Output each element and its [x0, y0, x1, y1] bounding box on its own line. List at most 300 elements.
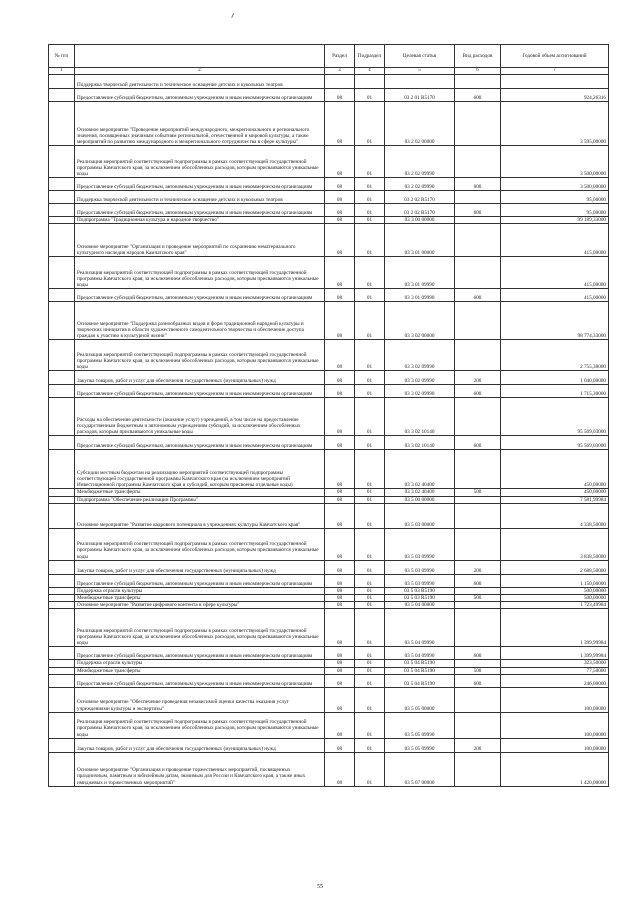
row-subsection-cell: 01 [355, 178, 385, 191]
row-description-cell: Основное мероприятие "Организация и проведение мероприятий по сохранению нематериального культурного наследия народов Камчатского края" [75, 224, 325, 257]
row-number-cell [49, 204, 75, 217]
row-expense-type-cell [455, 217, 501, 224]
row-amount-cell: 1 399,99984 [501, 647, 609, 660]
row-expense-type-cell: 600 [455, 178, 501, 191]
row-section-cell [325, 75, 355, 89]
col-index: 2 [75, 68, 325, 75]
row-subsection-cell: 01 [355, 609, 385, 647]
row-section-cell: 08 [325, 752, 355, 786]
row-amount-cell: 1 723,49984 [501, 602, 609, 609]
row-amount-cell: 1 715,30000 [501, 385, 609, 398]
row-expense-type-cell: 500 [455, 667, 501, 674]
row-number-cell [49, 489, 75, 496]
row-amount-cell: 3 838,50000 [501, 528, 609, 560]
row-description-cell: Подпрограмма "Обеспечение реализации Программы" [75, 496, 325, 503]
row-expense-type-cell [455, 302, 501, 340]
row-expense-type-cell [455, 398, 501, 436]
row-expense-type-cell: 200 [455, 560, 501, 574]
row-subsection-cell: 01 [355, 738, 385, 752]
row-number-cell [49, 574, 75, 587]
row-target-article-cell: 03 5 05 09990 [385, 712, 455, 738]
row-number-cell [49, 712, 75, 738]
row-description-cell: Закупка товаров, работ и услуг для обеспечения государственных (муниципальных) нужд [75, 738, 325, 752]
row-target-article-cell: 03 5 03 09990 [385, 560, 455, 574]
row-amount-cell: 95 569,03000 [501, 436, 609, 450]
row-section-cell: 08 [325, 89, 355, 102]
row-amount-cell: 2 688,50000 [501, 560, 609, 574]
row-description-cell: Межбюджетные трансферты [75, 595, 325, 602]
row-amount-cell: 323,50000 [501, 660, 609, 667]
row-subsection-cell: 01 [355, 687, 385, 712]
table-row [49, 340, 609, 371]
row-section-cell: 08 [325, 489, 355, 496]
row-target-article-cell: 03 3 01 09990 [385, 257, 455, 289]
budget-table-page [48, 44, 608, 787]
table-row [49, 595, 609, 602]
row-target-article-cell: 03 3 01 00000 [385, 224, 455, 257]
row-target-article-cell: 03 3 02 09990 [385, 340, 455, 371]
row-subsection-cell: 01 [355, 674, 385, 687]
row-subsection-cell [355, 75, 385, 89]
row-section-cell: 08 [325, 217, 355, 224]
row-amount-cell: 415,00000 [501, 224, 609, 257]
row-target-article-cell: 03 3 02 40400 [385, 489, 455, 496]
row-number-cell [49, 595, 75, 602]
page-number: 55 [317, 884, 323, 890]
row-number-cell [49, 257, 75, 289]
row-section-cell: 08 [325, 191, 355, 204]
row-subsection-cell: 01 [355, 224, 385, 257]
row-target-article-cell: 03 5 03 R5190 [385, 587, 455, 594]
row-target-article-cell: 03 5 04 00000 [385, 602, 455, 609]
col-index: 4 [355, 68, 385, 75]
row-number-cell [49, 102, 75, 146]
row-expense-type-cell [455, 660, 501, 667]
row-expense-type-cell: 600 [455, 574, 501, 587]
row-target-article-cell: 03 5 05 00000 [385, 687, 455, 712]
table-row [49, 503, 609, 528]
row-target-article-cell: 03 5 03 R5190 [385, 595, 455, 602]
row-amount-cell: 415,00000 [501, 289, 609, 302]
row-section-cell: 08 [325, 602, 355, 609]
row-subsection-cell: 01 [355, 503, 385, 528]
row-section-cell: 08 [325, 674, 355, 687]
row-expense-type-cell: 600 [455, 289, 501, 302]
row-target-article-cell: 03 2 02 09990 [385, 178, 455, 191]
table-row [49, 674, 609, 687]
row-section-cell: 08 [325, 204, 355, 217]
row-number-cell [49, 687, 75, 712]
row-target-article-cell: 03 5 03 09990 [385, 574, 455, 587]
row-expense-type-cell [455, 146, 501, 178]
row-subsection-cell: 01 [355, 560, 385, 574]
row-number-cell [49, 450, 75, 489]
row-amount-cell: 246,00000 [501, 674, 609, 687]
row-expense-type-cell [455, 496, 501, 503]
scan-mark [231, 13, 239, 20]
table-row [49, 752, 609, 786]
col-description-header [75, 45, 325, 68]
row-amount-cell: 100,00000 [501, 712, 609, 738]
row-section-cell: 08 [325, 503, 355, 528]
table-row [49, 450, 609, 489]
row-expense-type-cell [455, 224, 501, 257]
row-number-cell [49, 752, 75, 786]
row-expense-type-cell: 200 [455, 738, 501, 752]
row-amount-cell: 2 755,30000 [501, 340, 609, 371]
row-description-cell: Расходы на обеспечение деятельности (оказание услуг) учреждений, в том числе на предоставление государственным бюджетным и автономным учреждениям субсидий, за исключением обособленных расходов, которым присваиваются уникальные коды [75, 398, 325, 436]
table-row [49, 687, 609, 712]
row-section-cell: 08 [325, 450, 355, 489]
row-subsection-cell: 01 [355, 146, 385, 178]
column-number-row [49, 68, 609, 75]
row-subsection-cell: 01 [355, 752, 385, 786]
row-description-cell: Предоставление субсидий бюджетным, автономным учреждениям и иным некоммерческим организациям [75, 647, 325, 660]
table-row [49, 385, 609, 398]
table-row [49, 660, 609, 667]
row-subsection-cell: 01 [355, 289, 385, 302]
row-amount-cell: 450,00000 [501, 450, 609, 489]
row-expense-type-cell [455, 752, 501, 786]
row-expense-type-cell [455, 602, 501, 609]
row-target-article-cell: 03 3 02 40400 [385, 450, 455, 489]
row-description-cell: Реализация мероприятий соответствующей подпрограммы в рамках соответствующей государственной программы Камчатского края, за исключением обособленных расходов, которым присваиваются уникальные коды [75, 340, 325, 371]
table-row [49, 609, 609, 647]
row-subsection-cell: 01 [355, 89, 385, 102]
row-description-cell: Предоставление субсидий бюджетным, автономным учреждениям и иным некоммерческим организациям [75, 385, 325, 398]
row-expense-type-cell [455, 609, 501, 647]
row-subsection-cell: 01 [355, 712, 385, 738]
row-amount-cell: 7 581,99984 [501, 496, 609, 503]
row-subsection-cell: 01 [355, 496, 385, 503]
row-amount-cell: 500,00000 [501, 587, 609, 594]
row-description-cell: Основное мероприятие "Развитие кадрового потенциала в учреждениях культуры Камчатского края" [75, 503, 325, 528]
row-section-cell: 08 [325, 102, 355, 146]
row-target-article-cell: 03 3 02 10140 [385, 436, 455, 450]
row-target-article-cell: 03 5 07 00000 [385, 752, 455, 786]
row-number-cell [49, 398, 75, 436]
row-number-cell [49, 385, 75, 398]
row-section-cell: 08 [325, 178, 355, 191]
row-expense-type-cell: 200 [455, 371, 501, 385]
row-amount-cell: 415,00000 [501, 257, 609, 289]
row-target-article-cell: 03 5 04 R5190 [385, 674, 455, 687]
row-number-cell [49, 587, 75, 594]
col-expense-type-header: Вид расходов [455, 45, 501, 68]
row-number-cell [49, 75, 75, 89]
col-index: 7 [501, 68, 609, 75]
row-amount-cell: 450,00000 [501, 489, 609, 496]
row-number-cell [49, 647, 75, 660]
row-amount-cell: 500,00000 [501, 595, 609, 602]
row-description-cell: Предоставление субсидий бюджетным, автономным учреждениям и иным некоммерческим организациям [75, 289, 325, 302]
table-row [49, 647, 609, 660]
table-row [49, 224, 609, 257]
row-number-cell [49, 660, 75, 667]
row-section-cell: 08 [325, 528, 355, 560]
row-subsection-cell: 01 [355, 102, 385, 146]
row-number-cell [49, 340, 75, 371]
row-amount-cell [501, 75, 609, 89]
row-description-cell: Поддержка отрасли культуры [75, 660, 325, 667]
row-number-cell [49, 602, 75, 609]
row-amount-cell: 3 595,00000 [501, 102, 609, 146]
row-description-cell: Поддержка творческой деятельности и техническое оснащение детских и кукольных театров [75, 75, 325, 89]
row-expense-type-cell [455, 340, 501, 371]
table-row [49, 289, 609, 302]
row-expense-type-cell: 600 [455, 647, 501, 660]
row-amount-cell: 1 040,00000 [501, 371, 609, 385]
row-section-cell: 08 [325, 496, 355, 503]
row-expense-type-cell [455, 528, 501, 560]
row-section-cell: 08 [325, 647, 355, 660]
col-index: 5 [385, 68, 455, 75]
row-target-article-cell: 03 5 00 00000 [385, 496, 455, 503]
row-amount-cell: 95,00000 [501, 191, 609, 204]
table-row [49, 489, 609, 496]
table-row [49, 602, 609, 609]
row-target-article-cell: 03 3 02 00000 [385, 302, 455, 340]
row-number-cell [49, 496, 75, 503]
row-target-article-cell: 03 2 02 09990 [385, 146, 455, 178]
table-row [49, 217, 609, 224]
row-target-article-cell: 03 2 01 R5170 [385, 89, 455, 102]
row-target-article-cell: 03 5 04 09990 [385, 647, 455, 660]
row-amount-cell: 95 569,03000 [501, 398, 609, 436]
row-amount-cell: 1 399,99984 [501, 609, 609, 647]
table-row [49, 102, 609, 146]
row-amount-cell: 1 150,00000 [501, 574, 609, 587]
row-section-cell: 08 [325, 398, 355, 436]
row-amount-cell: 1 420,00000 [501, 752, 609, 786]
row-number-cell [49, 146, 75, 178]
row-amount-cell: 95,00000 [501, 204, 609, 217]
row-subsection-cell: 01 [355, 204, 385, 217]
row-number-cell [49, 503, 75, 528]
row-description-cell: Реализация мероприятий соответствующей подпрограммы в рамках соответствующей государственной программы Камчатского края, за исключением обособленных расходов, которым присваиваются уникальные коды [75, 609, 325, 647]
row-description-cell: Поддержка отрасли культуры [75, 587, 325, 594]
table-row [49, 371, 609, 385]
row-description-cell: Закупка товаров, работ и услуг для обеспечения государственных (муниципальных) нужд [75, 560, 325, 574]
row-section-cell: 08 [325, 609, 355, 647]
row-description-cell: Субсидии местным бюджетам на реализацию мероприятий соответствующей подпрограммы соответствующей государственной программы Камчатского края (за исключением мероприятий Инвестиционной программы Камчатского края и субсидий, которым присвоены отдельные коды) [75, 450, 325, 489]
col-annual-amount-header: Годовой объем ассигнований [501, 45, 609, 68]
row-target-article-cell: 03 5 05 09990 [385, 738, 455, 752]
row-expense-type-cell: 600 [455, 436, 501, 450]
row-description-cell: Предоставление субсидий бюджетным, автономным учреждениям и иным некоммерческим организациям [75, 89, 325, 102]
col-index: 3 [325, 68, 355, 75]
row-description-cell: Основное мероприятие "Организация и проведение торжественных мероприятий, посвященных праздничным, памятным и юбилейным датам, значимым для России и Камчатского края, а также иных имиджевых и торжественных мероприятий" [75, 752, 325, 786]
row-description-cell: Поддержка творческой деятельности и техническое оснащение детских и кукольных театров [75, 191, 325, 204]
row-section-cell: 08 [325, 289, 355, 302]
row-subsection-cell: 01 [355, 436, 385, 450]
row-description-cell: Подпрограмма "Традиционная культура и народное творчество" [75, 217, 325, 224]
row-expense-type-cell: 600 [455, 204, 501, 217]
col-section-header: Раздел [325, 45, 355, 68]
row-description-cell: Межбюджетные трансферты [75, 489, 325, 496]
table-row [49, 587, 609, 594]
row-subsection-cell: 01 [355, 257, 385, 289]
row-description-cell: Основное мероприятие "Развитие цифрового контента в сфере культуры" [75, 602, 325, 609]
row-number-cell [49, 528, 75, 560]
row-subsection-cell: 01 [355, 574, 385, 587]
row-section-cell: 08 [325, 146, 355, 178]
row-subsection-cell: 01 [355, 450, 385, 489]
table-row [49, 89, 609, 102]
row-expense-type-cell: 500 [455, 595, 501, 602]
row-amount-cell: 98 774,33000 [501, 302, 609, 340]
row-expense-type-cell: 600 [455, 385, 501, 398]
row-number-cell [49, 217, 75, 224]
row-number-cell [49, 224, 75, 257]
row-number-cell [49, 371, 75, 385]
row-number-cell [49, 289, 75, 302]
row-amount-cell: 100,00000 [501, 687, 609, 712]
row-description-cell: Предоставление субсидий бюджетным, автономным учреждениям и иным некоммерческим организациям [75, 204, 325, 217]
row-description-cell: Предоставление субсидий бюджетным, автономным учреждениям и иным некоммерческим организациям [75, 178, 325, 191]
row-subsection-cell: 01 [355, 302, 385, 340]
row-target-article-cell: 03 3 02 09990 [385, 371, 455, 385]
table-row [49, 398, 609, 436]
table-row [49, 667, 609, 674]
row-section-cell: 08 [325, 574, 355, 587]
col-target-article-header: Целевая статья [385, 45, 455, 68]
table-row [49, 178, 609, 191]
row-expense-type-cell [455, 257, 501, 289]
row-section-cell: 08 [325, 385, 355, 398]
table-row [49, 738, 609, 752]
row-subsection-cell: 01 [355, 528, 385, 560]
row-expense-type-cell [455, 587, 501, 594]
row-number-cell [49, 191, 75, 204]
row-section-cell: 08 [325, 687, 355, 712]
row-description-cell: Основное мероприятие "Проведение мероприятий международного, межрегионального и регионального значения, посвященных значимым событиям региональной, отечественной и мировой культуры, а также мероприятий по развитию международного и межрегионального сотрудничества в сфере культуры" [75, 102, 325, 146]
row-target-article-cell: 03 3 02 10140 [385, 398, 455, 436]
budget-table [48, 44, 609, 787]
row-subsection-cell: 01 [355, 385, 385, 398]
row-section-cell: 08 [325, 660, 355, 667]
row-description-cell: Реализация мероприятий соответствующей подпрограммы в рамках соответствующей государственной программы Камчатского края, за исключением обособленных расходов, которым присваиваются уникальные коды [75, 257, 325, 289]
row-target-article-cell: 03 5 03 00000 [385, 503, 455, 528]
row-section-cell: 08 [325, 738, 355, 752]
row-target-article-cell: 03 5 03 09990 [385, 528, 455, 560]
row-expense-type-cell [455, 687, 501, 712]
row-target-article-cell: 03 2 02 R5170 [385, 191, 455, 204]
table-row [49, 712, 609, 738]
col-index: 1 [49, 68, 75, 75]
row-description-cell: Основное мероприятие "Поддержка разнообразных видов и форм традиционной народной культуры и творческих инициатив в области художественного самодеятельного творчества и обеспечение доступа граждан к участию в культурной жизни" [75, 302, 325, 340]
row-description-cell: Закупка товаров, работ и услуг для обеспечения государственных (муниципальных) нужд [75, 371, 325, 385]
row-section-cell: 08 [325, 436, 355, 450]
row-number-cell [49, 89, 75, 102]
row-subsection-cell: 01 [355, 595, 385, 602]
row-subsection-cell: 01 [355, 667, 385, 674]
row-number-cell [49, 609, 75, 647]
row-target-article-cell: 03 5 04 09990 [385, 609, 455, 647]
table-row [49, 496, 609, 503]
table-row [49, 436, 609, 450]
row-section-cell: 08 [325, 587, 355, 594]
row-description-cell: Реализация мероприятий соответствующей подпрограммы в рамках соответствующей государственной программы Камчатского края, за исключением обособленных расходов, которым присваиваются уникальные коды [75, 712, 325, 738]
header-row [49, 45, 609, 68]
row-section-cell: 08 [325, 560, 355, 574]
row-expense-type-cell: 600 [455, 89, 501, 102]
row-number-cell [49, 302, 75, 340]
row-description-cell: Предоставление субсидий бюджетным, автономным учреждениям и иным некоммерческим организациям [75, 674, 325, 687]
row-description-cell: Реализация мероприятий соответствующей подпрограммы в рамках соответствующей государственной программы Камчатского края, за исключением обособленных расходов, которым присваиваются уникальные коды [75, 528, 325, 560]
table-row [49, 191, 609, 204]
row-target-article-cell: 03 3 00 00000 [385, 217, 455, 224]
table-row [49, 257, 609, 289]
row-expense-type-cell: 500 [455, 489, 501, 496]
row-amount-cell: 924,26316 [501, 89, 609, 102]
table-row [49, 560, 609, 574]
row-number-cell [49, 674, 75, 687]
row-subsection-cell: 01 [355, 660, 385, 667]
table-row [49, 146, 609, 178]
row-target-article-cell: 03 5 04 R5190 [385, 660, 455, 667]
row-subsection-cell: 01 [355, 340, 385, 371]
row-section-cell: 08 [325, 371, 355, 385]
table-row [49, 75, 609, 89]
row-target-article-cell [385, 75, 455, 89]
row-subsection-cell: 01 [355, 398, 385, 436]
row-description-cell: Предоставление субсидий бюджетным, автономным учреждениям и иным некоммерческим организациям [75, 436, 325, 450]
row-amount-cell: 3 500,00000 [501, 146, 609, 178]
col-number-header: № п/п [49, 45, 75, 68]
table-row [49, 528, 609, 560]
row-section-cell: 08 [325, 667, 355, 674]
row-expense-type-cell [455, 503, 501, 528]
row-subsection-cell: 01 [355, 217, 385, 224]
row-target-article-cell: 03 3 02 09990 [385, 385, 455, 398]
row-description-cell: Реализация мероприятий соответствующей подпрограммы в рамках соответствующей государственной программы Камчатского края, за исключением обособленных расходов, которым присваиваются уникальные коды [75, 146, 325, 178]
row-description-cell: Основное мероприятие "Обеспечение проведения независимой оценки качества оказания услуг учреждениями культуры и экспертизы" [75, 687, 325, 712]
row-target-article-cell: 03 2 02 00000 [385, 102, 455, 146]
col-subsection-header: Подраздел [355, 45, 385, 68]
row-target-article-cell: 03 5 04 R5190 [385, 667, 455, 674]
row-amount-cell: 100,00000 [501, 738, 609, 752]
row-section-cell: 08 [325, 224, 355, 257]
row-description-cell: Предоставление субсидий бюджетным, автономным учреждениям и иным некоммерческим организациям [75, 574, 325, 587]
table-row [49, 302, 609, 340]
row-expense-type-cell [455, 102, 501, 146]
row-section-cell: 08 [325, 302, 355, 340]
row-expense-type-cell: 600 [455, 674, 501, 687]
row-section-cell: 08 [325, 257, 355, 289]
row-subsection-cell: 01 [355, 647, 385, 660]
row-expense-type-cell [455, 191, 501, 204]
row-number-cell [49, 738, 75, 752]
row-subsection-cell: 01 [355, 602, 385, 609]
row-expense-type-cell [455, 450, 501, 489]
row-target-article-cell: 03 3 01 09990 [385, 289, 455, 302]
row-number-cell [49, 178, 75, 191]
row-expense-type-cell [455, 75, 501, 89]
table-body [49, 75, 609, 787]
col-index: 6 [455, 68, 501, 75]
row-number-cell [49, 560, 75, 574]
row-number-cell [49, 667, 75, 674]
row-subsection-cell: 01 [355, 371, 385, 385]
row-expense-type-cell [455, 712, 501, 738]
row-amount-cell: 99 189,33000 [501, 217, 609, 224]
row-section-cell: 08 [325, 595, 355, 602]
row-number-cell [49, 436, 75, 450]
row-target-article-cell: 03 2 02 R5170 [385, 204, 455, 217]
row-subsection-cell: 01 [355, 191, 385, 204]
row-subsection-cell: 01 [355, 489, 385, 496]
